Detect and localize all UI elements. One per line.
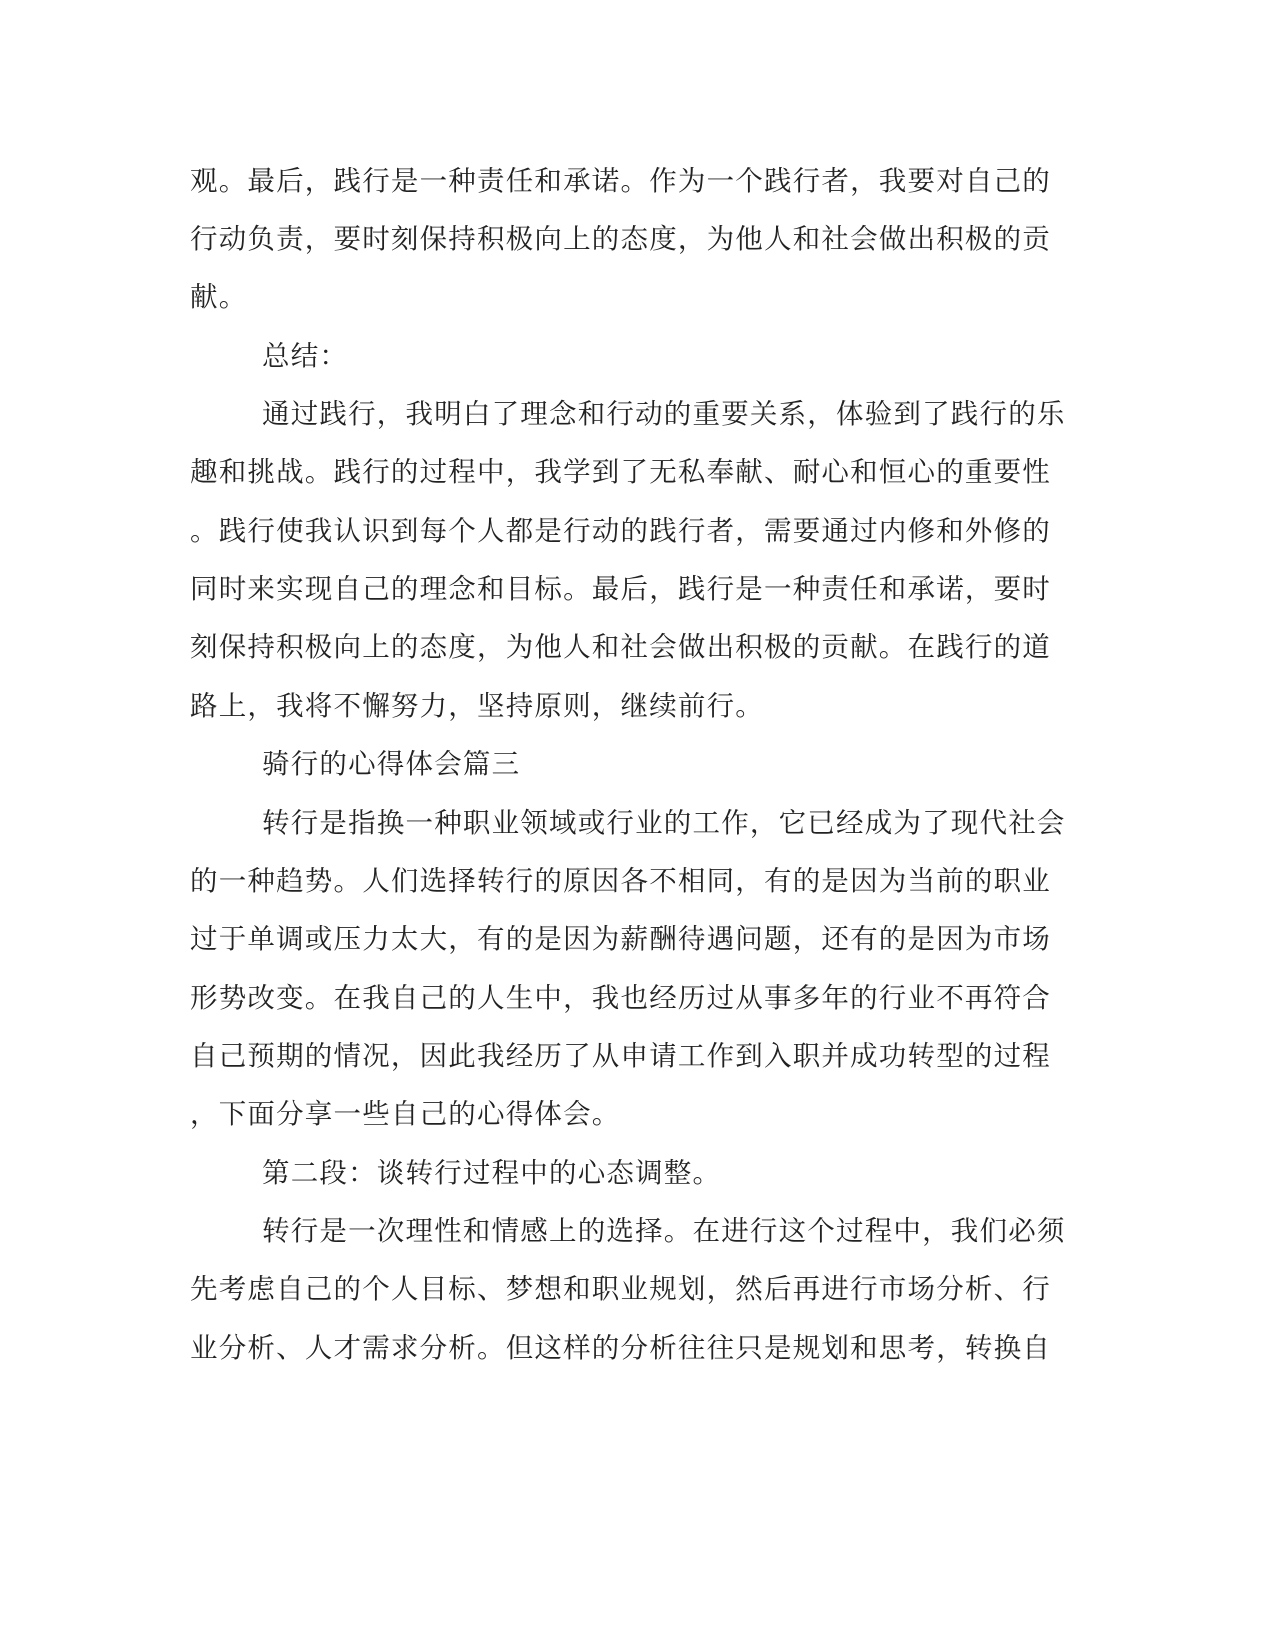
text-line: 业分析、人才需求分析。但这样的分析往往只是规划和思考，转换自 <box>190 1332 1051 1364</box>
text-line: ，下面分享一些自己的心得体会。 <box>190 1098 621 1130</box>
section-heading: 第二段：谈转行过程中的心态调整。 <box>262 1157 722 1189</box>
text-line: 的一种趋势。人们选择转行的原因各不相同，有的是因为当前的职业 <box>190 865 1051 897</box>
text-line: 形势改变。在我自己的人生中，我也经历过从事多年的行业不再符合 <box>190 982 1051 1014</box>
text-line: 自己预期的情况，因此我经历了从申请工作到入职并成功转型的过程 <box>190 1040 1051 1072</box>
text-line: 趣和挑战。践行的过程中，我学到了无私奉献、耐心和恒心的重要性 <box>190 456 1051 488</box>
section-heading: 总结： <box>262 340 349 372</box>
text-line: 刻保持积极向上的态度，为他人和社会做出积极的贡献。在践行的道 <box>190 631 1051 663</box>
text-line: 同时来实现自己的理念和目标。最后，践行是一种责任和承诺，要时 <box>190 573 1051 605</box>
text-line: 通过践行，我明白了理念和行动的重要关系，体验到了践行的乐 <box>262 398 1066 430</box>
text-line: 转行是指换一种职业领域或行业的工作，它已经成为了现代社会 <box>262 807 1066 839</box>
text-line: 。践行使我认识到每个人都是行动的践行者，需要通过内修和外修的 <box>190 515 1051 547</box>
text-line: 献。 <box>190 281 248 313</box>
text-line: 过于单调或压力太大，有的是因为薪酬待遇问题，还有的是因为市场 <box>190 923 1051 955</box>
text-line: 转行是一次理性和情感上的选择。在进行这个过程中，我们必须 <box>262 1215 1066 1247</box>
text-line: 行动负责，要时刻保持积极向上的态度，为他人和社会做出积极的贡 <box>190 223 1051 255</box>
text-line: 先考虑自己的个人目标、梦想和职业规划，然后再进行市场分析、行 <box>190 1273 1051 1305</box>
section-title: 骑行的心得体会篇三 <box>262 748 521 780</box>
text-line: 路上，我将不懈努力，坚持原则，继续前行。 <box>190 690 764 722</box>
text-line: 观。最后，践行是一种责任和承诺。作为一个践行者，我要对自己的 <box>190 165 1051 197</box>
